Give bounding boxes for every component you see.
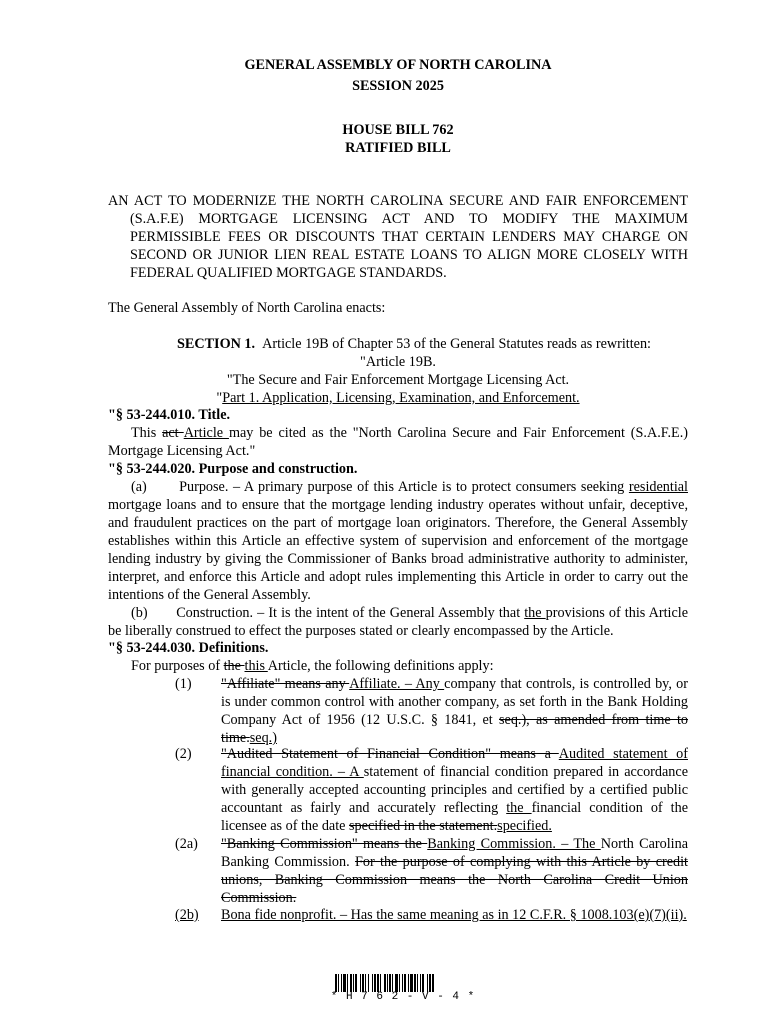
part-heading xyxy=(0,389,770,407)
enacting-clause: The General Assembly of North Carolina enacts: xyxy=(108,300,386,316)
def-2-text2: financial condition of the licensee as of the date xyxy=(221,800,689,834)
s010-rest: may be cited as the "North Carolina Secure and Fair Enforcement (S.A.F.E.) Mortgage Licensing Act." xyxy=(108,425,688,459)
def-2a-strike2: For the purpose of complying with this Article by credit unions, Banking Commission means the North Carolina Credit Union Commission. xyxy=(221,854,688,906)
s020-a-num: (a) xyxy=(131,479,147,495)
s010-p1: This xyxy=(131,425,163,441)
s030-intro-insert: this xyxy=(244,658,268,674)
def-2-text1: statement of financial condition prepared in accordance with generally accepted accounting principles and certified by a certified public accountant as fairly and accurately reflecting xyxy=(221,764,688,816)
header-session: SESSION 2025 xyxy=(352,78,444,94)
def-2-insert2: specified. xyxy=(497,818,552,834)
def-2a-text1: North Carolina Banking Commission. xyxy=(221,836,689,870)
act-title: AN ACT TO MODERNIZE THE NORTH CAROLINA SECURE AND FAIR ENFORCEMENT (S.A.F.E) MORTGAGE LICENSING ACT AND TO MODIFY THE MAXIMUM PERMISSIBLE FEES OR DISCOUNTS THAT CERTAIN LENDERS MAY CHARGE ON SECOND OR JUNIOR LIEN REAL ESTATE LOANS TO ALIGN MORE CLOSELY WITH FEDERAL QUALIFIED MORTGAGE STANDARDS. xyxy=(108,193,688,281)
barcode-label: * H 7 6 2 - V - 4 * xyxy=(330,991,476,1003)
def-2-text xyxy=(221,745,688,835)
header-bill-number: HOUSE BILL 762 xyxy=(342,122,454,138)
def-2b-text xyxy=(221,906,688,924)
s030-intro-strike: the xyxy=(223,658,245,674)
s030-intro1: For purposes of xyxy=(131,658,224,674)
def-2b-insert1: Bona fide nonprofit. – Has the same meaning as in 12 C.F.R. § 1008.103(e)(7)(ii). xyxy=(221,907,687,923)
def-2-num: (2) xyxy=(175,746,192,762)
s020-b-insert: the xyxy=(524,605,546,621)
section-020-a xyxy=(108,478,688,604)
act-name-heading: "The Secure and Fair Enforcement Mortgage Licensing Act. xyxy=(226,372,570,388)
def-1-strike1: "Affiliate" means any xyxy=(221,676,350,692)
s010-strike: act xyxy=(162,425,184,441)
s030-intro2: Article, the following definitions apply: xyxy=(267,658,494,674)
def-1-insert2: seq.) xyxy=(249,730,277,746)
section-1-label: SECTION 1. xyxy=(177,336,256,352)
def-1-num: (1) xyxy=(175,676,192,692)
s020-a-text2: mortgage loans and to ensure that the mortgage lending industry operates without unfair, deceptive, and fraudulent practices on the part of mortgage loan originators. Therefore, the General Assembly establishes within this Article an effective system of supervision and enforcement of the mortgage lending industry by giving the Commissioner of Banks broad administrative authority to administer, interpret, and enforce this Article and adopt rules implementing this Article in order to carry out the intentions of the General Assembly. xyxy=(108,497,688,603)
section-020-heading: "§ 53-244.020. Purpose and construction. xyxy=(108,461,358,477)
def-2a-num: (2a) xyxy=(175,836,198,852)
header-assembly: GENERAL ASSEMBLY OF NORTH CAROLINA xyxy=(244,57,552,73)
article-heading: "Article 19B. xyxy=(360,354,436,370)
def-2-insert1: Audited statement of financial condition. – A xyxy=(221,746,688,780)
def-2a-insert1: Banking Commission. – The xyxy=(427,836,601,852)
s020-b-num: (b) xyxy=(131,605,148,621)
def-2-strike2: specified in the statement. xyxy=(349,818,498,834)
part-heading-text: Part 1. Application, Licensing, Examination, and Enforcement. xyxy=(222,390,580,406)
s020-a-text1: Purpose. – A primary purpose of this Article is to protect consumers seeking xyxy=(179,479,629,495)
s020-b-text2: provisions of this Article be liberally construed to effect the purposes stated or clearly encompassed by the Article. xyxy=(108,605,688,639)
section-1-line xyxy=(177,335,651,353)
def-2-insert-mid: the xyxy=(506,800,532,816)
section-1-text: Article 19B of Chapter 53 of the General Statutes reads as rewritten: xyxy=(262,336,652,352)
def-2a-strike1: "Banking Commission" means the xyxy=(221,836,428,852)
section-030-intro xyxy=(131,657,494,675)
s010-insert: Article xyxy=(183,425,229,441)
part-quote: " xyxy=(216,390,223,406)
def-2-strike1: "Audited Statement of Financial Condition" means a xyxy=(221,746,559,762)
section-020-b xyxy=(108,604,688,640)
header-bill-status: RATIFIED BILL xyxy=(345,140,451,156)
def-1-text xyxy=(221,675,688,747)
section-030-heading: "§ 53-244.030. Definitions. xyxy=(108,640,269,656)
s020-a-insert: residential xyxy=(628,479,688,495)
def-1-text1: company that controls, is controlled by, or is under common control with another company, as set forth in the Bank Holding Company Act of 1956 (12 U.S.C. § 1841, et xyxy=(221,676,688,728)
s020-b-text1: Construction. – It is the intent of the General Assembly that xyxy=(176,605,525,621)
def-1-strike2: seq.), as amended from time to time. xyxy=(221,712,688,746)
def-1-insert1: Affiliate. – Any xyxy=(349,676,445,692)
def-2b-num: (2b) xyxy=(175,907,199,923)
section-010-heading: "§ 53-244.010. Title. xyxy=(108,407,231,423)
section-010-text xyxy=(108,424,688,460)
def-2a-text xyxy=(221,835,688,907)
